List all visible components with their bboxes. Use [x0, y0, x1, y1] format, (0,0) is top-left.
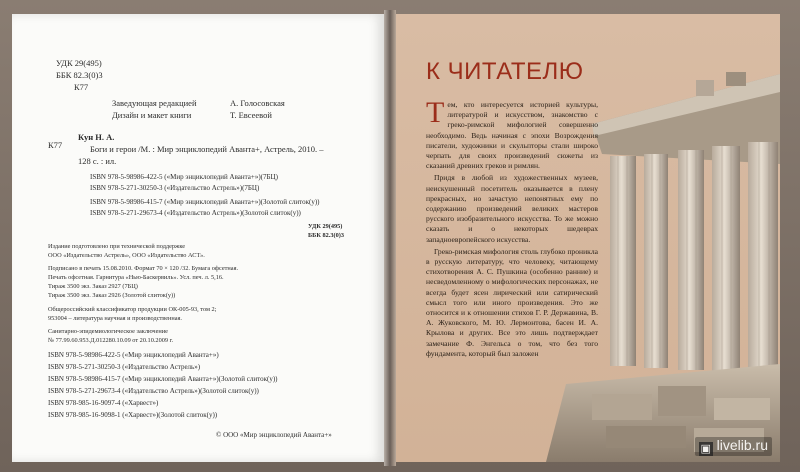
- isbn-block-4: ISBN 978-5-271-29673-4 («Издательство Астрель»)(Золотой слиток(у)): [90, 209, 301, 217]
- isbn-block-3: ISBN 978-5-98986-415-7 («Мир энциклопедий Аванта+»)(Золотой слиток(у)): [90, 198, 320, 206]
- site-watermark: [695, 437, 772, 456]
- classifier-line-4: № 77.99.60.953.Д.012280.10.09 от 20.10.2009 г.: [48, 337, 174, 344]
- staff-role-2: Дизайн и макет книги: [112, 110, 192, 120]
- book-author: Кун Н. А.: [78, 132, 115, 142]
- bbk-code: ББК 82.3(0)3: [56, 70, 103, 80]
- isbn-list-6: ISBN 978-985-16-9098-1 («Харвест»)(Золотой слиток(у)): [48, 411, 218, 419]
- book-title-line1: Боги и герои /М. : Мир энциклопедий Аванта+, Астрель, 2010. –: [90, 144, 324, 154]
- staff-name-2: Т. Евсеевой: [230, 110, 272, 120]
- imprint-line-6: Тираж 3500 экз. Заказ 2926 (Золотой слиток(у)): [48, 292, 176, 299]
- imprint-line-3: Подписано в печать 15.08.2010. Формат 70 × 120 /32. Бумага офсетная.: [48, 265, 239, 272]
- imprint-line-4: Печать офсетная. Гарнитура «Нью-Баскервиль». Усл. печ. л. 5,16.: [48, 274, 224, 281]
- classifier-line-1: Общероссийский классификатор продукции ОК-005-93, том 2;: [48, 306, 217, 313]
- bbk-right: ББК 82.3(0)3: [308, 232, 344, 239]
- isbn-list-2: ISBN 978-5-271-30250-3 («Издательство Астрель»): [48, 363, 201, 371]
- udk-right: УДК 29(495): [308, 223, 343, 230]
- isbn-list-1: ISBN 978-5-98986-422-5 («Мир энциклопедий Аванта+»): [48, 351, 219, 359]
- book-title-line2: 128 с. : ил.: [78, 156, 117, 166]
- author-code: К77: [74, 82, 89, 92]
- isbn-block-1: ISBN 978-5-98986-422-5 («Мир энциклопедий Аванта+»)(7БЦ): [90, 173, 278, 181]
- column: [748, 142, 778, 374]
- classifier-line-2: 953004 – литература научная и производственная.: [48, 315, 183, 322]
- paragraph-1: [426, 96, 598, 171]
- staff-role-1: Заведующая редакцией: [112, 98, 197, 108]
- paragraph-3: Греко-римская мифология столь глубоко проникла в русскую литературу, что человеку, читающему стихотворения А. С. Пушкина (особенно ранние) и несведомленному о мифологических персонажах, не всегда будет ясен лирический или сатирический смысл того или иного произведения. Это же относится и к отношении стихов Г. Р. Державина, В. А. Жуковского, М. Ю. Лермонтова, басен И. А. Крылова и других. Все это лишь подтверждает замечание Ф. Энгельса о том, что без того фундамента, который был заложен: [426, 246, 598, 358]
- dropcap: Т: [426, 96, 445, 129]
- column: [644, 154, 668, 368]
- staff-name-1: А. Голосовская: [230, 98, 285, 108]
- left-page: [12, 14, 384, 462]
- page-heading: К ЧИТАТЕЛЮ: [426, 58, 584, 85]
- isbn-list-4: ISBN 978-5-271-29673-4 («Издательство Астрель»)(Золотой слиток(у)): [48, 387, 259, 395]
- book-gutter: [384, 10, 396, 466]
- column: [610, 156, 636, 366]
- classifier-line-3: Санитарно-эпидемиологическое заключение: [48, 328, 168, 335]
- catalog-code: К77: [48, 140, 63, 150]
- imprint-line-2: ООО «Издательство Астрель», ООО «Издательство АСТ».: [48, 252, 205, 259]
- imprint-line-5: Тираж 3500 экз. Заказ 2927 (7БЦ): [48, 283, 138, 290]
- paragraph-2: Придя в любой из художественных музеев, неискушенный посетитель оказывается в плену прекрасных, но зачастую непонятных ему по содержанию произведений великих мастеров русского изобразительного искусства. То же можно сказать и о некоторых шедеврах западноевропейского искусства.: [426, 173, 598, 244]
- column: [678, 150, 704, 370]
- livelib-icon: ▣: [700, 443, 711, 455]
- copyright: © ООО «Мир энциклопедий Аванта+»: [216, 431, 332, 439]
- isbn-list-3: ISBN 978-5-98986-415-7 («Мир энциклопедий Аванта+»)(Золотой слиток(у)): [48, 375, 278, 383]
- udk-code: УДК 29(495): [56, 58, 102, 68]
- watermark-text: livelib.ru: [716, 437, 768, 453]
- intro-text: [426, 96, 598, 361]
- paragraph-1-text: ем, кто интересуется историей культуры, литературой и искусством, знакомство с греко-римской мифологией совершенно необходимо. Ведь начиная с эпохи Возрождения писатели, художники и скульпторы стали широко черпать для своих произведений сюжеты из сказаний древних греков и римлян.: [426, 100, 598, 171]
- column: [712, 146, 740, 372]
- isbn-block-2: ISBN 978-5-271-30250-3 («Издательство Астрель»)(7БЦ): [90, 184, 260, 192]
- right-page: [396, 14, 780, 462]
- isbn-list-5: ISBN 978-985-16-9097-4 («Харвест»): [48, 399, 159, 407]
- imprint-line-1: Издание подготовлено при технической поддержке: [48, 243, 186, 250]
